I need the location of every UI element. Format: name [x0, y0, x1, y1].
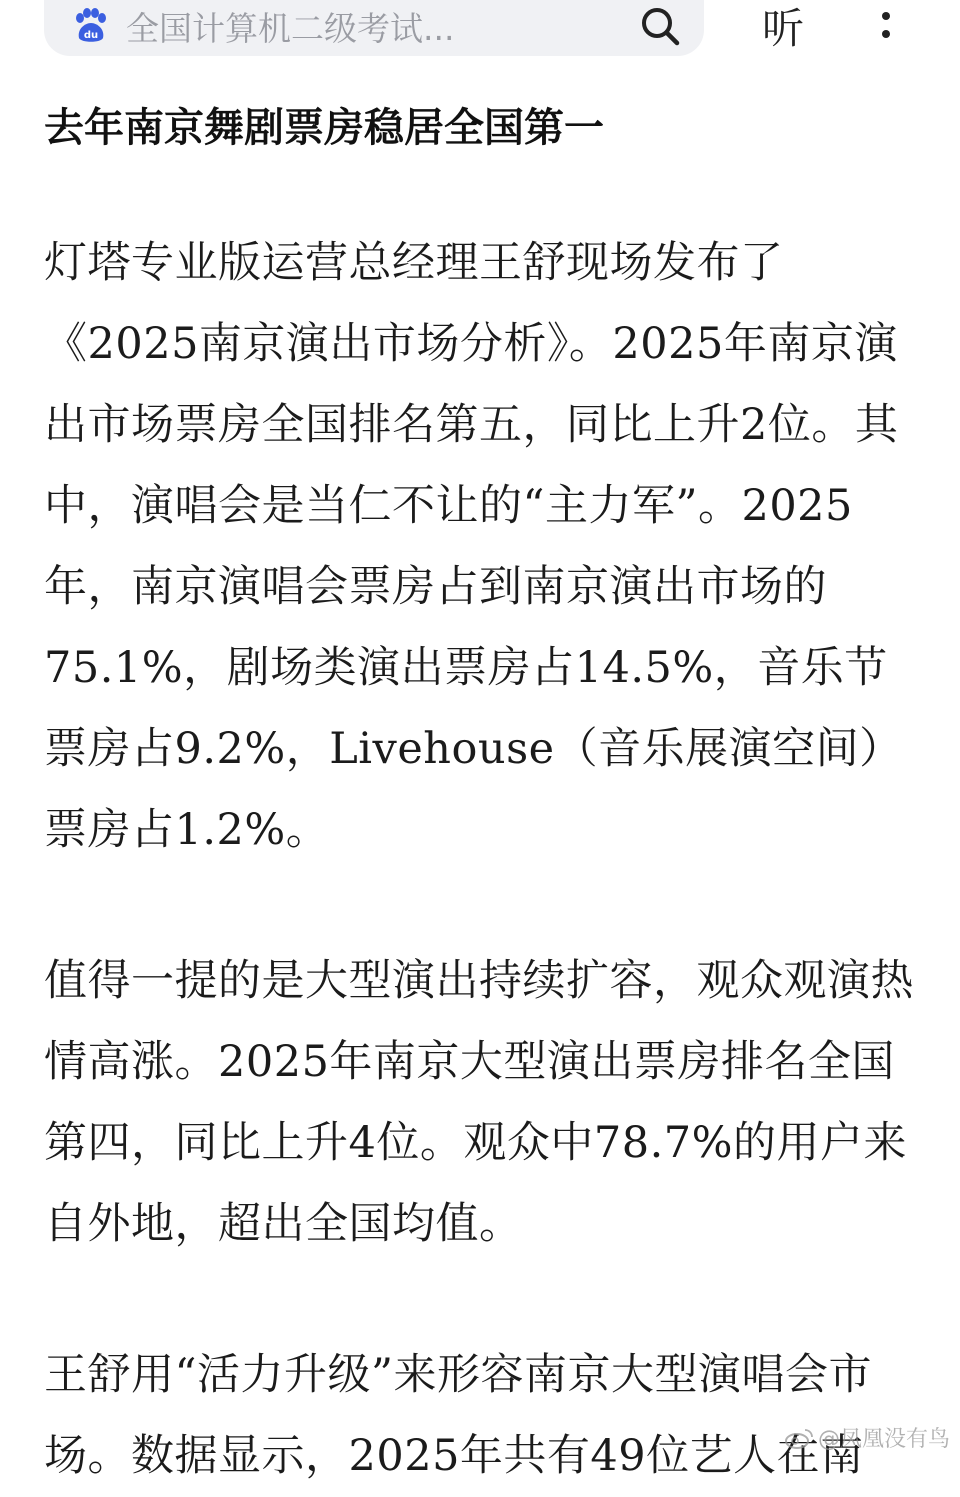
weibo-icon — [784, 1426, 814, 1450]
article-paragraph: 王舒用“活力升级”来形容南京大型演唱会市场。数据显示，2025年共有49位艺人在南 — [44, 1350, 872, 1481]
search-box[interactable] — [44, 0, 704, 56]
article-headline: 去年南京舞剧票房稳居全国第一 — [44, 105, 604, 151]
article-paragraph: 值得一提的是大型演出持续扩容，观众观演热情高涨。2025年南京大型演出票房排名全国第四，同比上升4位。观众中78.7%的用户来自外地，超出全国均值。 — [44, 956, 914, 1249]
top-bar — [0, 0, 960, 66]
more-vertical-icon[interactable] — [872, 6, 900, 46]
article-body — [44, 96, 924, 1497]
search-query[interactable]: 全国计算机二级考试... — [126, 8, 455, 48]
search-icon[interactable] — [638, 4, 682, 48]
listen-button[interactable]: 听 — [762, 4, 805, 53]
article-paragraph: 灯塔专业版运营总经理王舒现场发布了《2025南京演出市场分析》。2025年南京演出市场票房全国排名第五，同比上升2位。其中，演唱会是当仁不让的“主力军”。2025年，南京演唱会票房占到南京演出市场的75.1%，剧场类演出票房占14.5%，音乐节票房占9.2%，Livehouse（音乐展演空间）票房占1.2%。 — [44, 238, 903, 855]
svg-text:du: du — [83, 30, 99, 41]
watermark-text: @凤凰没有鸟 — [817, 1427, 950, 1452]
watermark — [784, 1422, 950, 1453]
baidu-paw-icon — [72, 8, 108, 44]
